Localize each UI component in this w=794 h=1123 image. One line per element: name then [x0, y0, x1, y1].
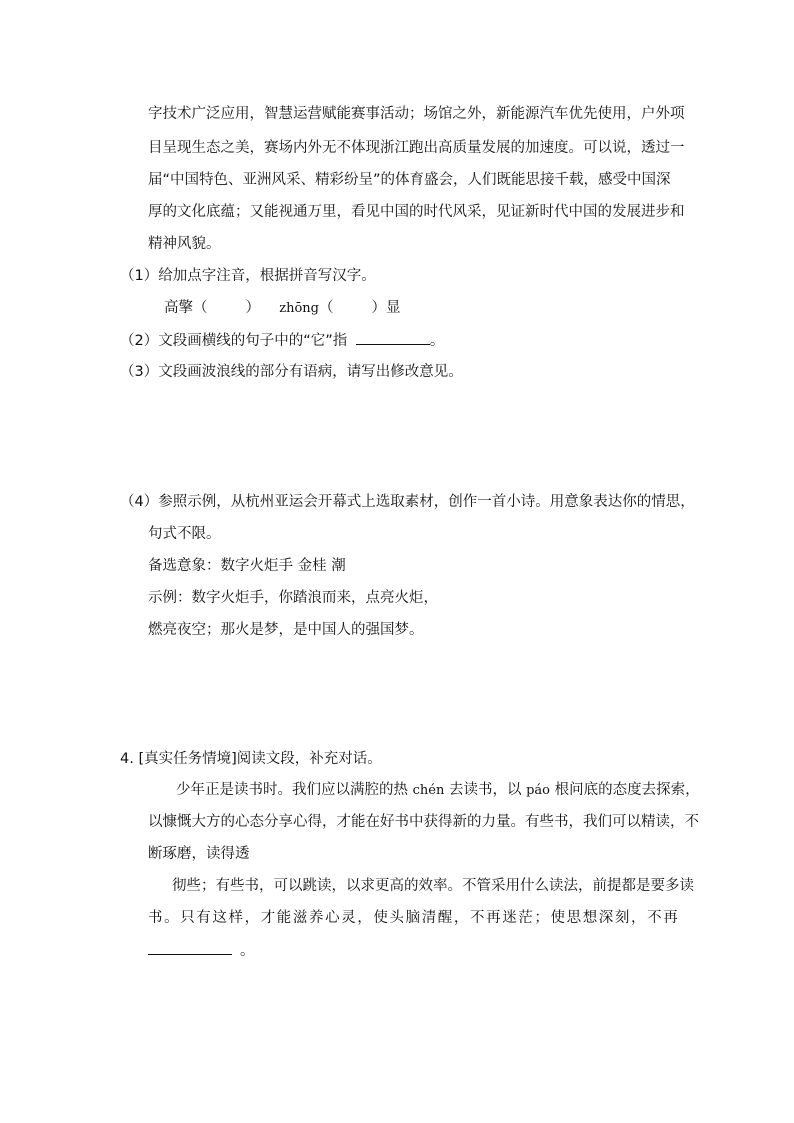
question-2-answer-blank[interactable] [356, 330, 430, 345]
item-b-close: ）显 [371, 300, 401, 316]
passage-line-1: 字技术广泛应用，智慧运营赋能赛事活动；场馆之外，新能源汽车优先使用，户外项 [148, 106, 685, 122]
section-4-end: 。 [240, 943, 255, 959]
section-4-line-4: 彻些；有些书，可以跳读，以求更高的效率。不管采用什么读法，前提都是要多读 [172, 878, 694, 894]
item-b-pinyin: zhōng [279, 301, 319, 316]
passage-line-4: 厚的文化底蕴；又能视通万里，看见中国的时代风采，见证新时代中国的发展进步和 [148, 204, 685, 220]
pinyin-pao: páo [526, 783, 550, 798]
section-4-line-1 [176, 780, 700, 801]
section-4-line-5: 书。只有这样，才能滋养心灵，使头脑清醒，不再迷茫；使思想深刻，不再 [148, 910, 680, 926]
question-1-items [164, 298, 400, 319]
question-2-end: 。 [429, 333, 445, 349]
question-1-stem: （1）给加点字注音，根据拼音写汉字。 [120, 268, 376, 284]
section-4-heading: 4. [真实任务情境]阅读文段，补充对话。 [120, 751, 382, 767]
question-4-options: 备选意象：数字火炬手 金桂 潮 [148, 558, 346, 574]
pinyin-chen: chén [412, 783, 445, 798]
question-2-stem: （2）文段画横线的句子中的“它”指 [120, 333, 348, 349]
line-1-text-c: 根问底的态度去探索， [554, 782, 700, 798]
item-b-open: （ [318, 300, 334, 316]
passage-line-5: 精神风貌。 [148, 236, 221, 252]
passage-line-2: 目呈现生态之美，赛场内外无不体现浙江跑出高质量发展的加速度。可以说，透过一 [148, 140, 685, 156]
passage-line-3: 届“中国特色、亚洲风采、精彩纷呈”的体育盛会，人们既能思接千载，感受中国深 [148, 172, 671, 188]
question-3-stem: （3）文段画波浪线的部分有语病，请写出修改意见。 [120, 364, 463, 380]
question-4-example-line-1: 示例：数字火炬手，你踏浪而来，点亮火炬， [148, 590, 438, 606]
section-4-line-2: 以慷慨大方的心态分享心得，才能在好书中获得新的力量。有些书，我们可以精读，不 [148, 814, 699, 830]
section-4-line-3: 断琢磨，读得透 [148, 846, 250, 862]
question-2 [120, 330, 444, 351]
item-a-label: 高擎（ [164, 300, 208, 316]
question-4-stem-line-1: （4）参照示例，从杭州亚运会开幕式上选取素材，创作一首小诗。用意象表达你的情思， [120, 494, 695, 510]
question-4-example-line-2: 燃亮夜空；那火是梦，是中国人的强国梦。 [148, 622, 424, 638]
item-a-close: ） [245, 300, 260, 316]
line-1-text-b: 去读书，以 [448, 782, 522, 798]
section-4-answer-blank[interactable] [148, 940, 232, 955]
question-4-stem-line-2: 句式不限。 [148, 526, 221, 542]
section-4-line-6 [148, 940, 255, 961]
line-1-text-a: 少年正是读书时。我们应以满腔的热 [176, 782, 408, 798]
